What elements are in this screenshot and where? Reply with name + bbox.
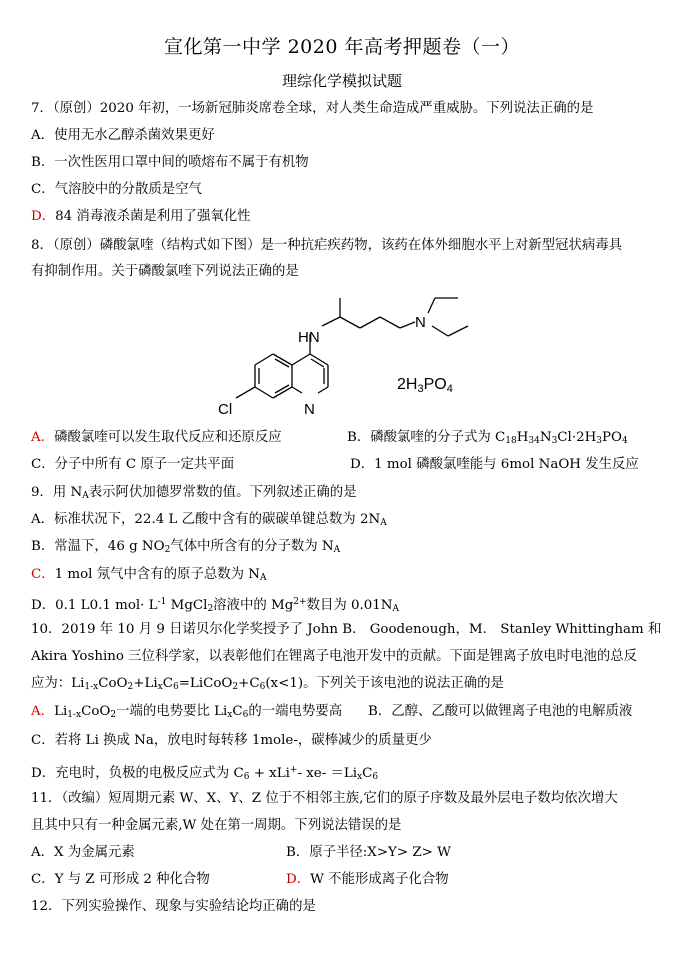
q11-stem-2: 且其中只有一种金属元素,W 处在第一周期。下列说法错误的是 bbox=[31, 818, 402, 833]
q10-option-b: B．乙醇、乙酸可以做锂离子电池的电解质液 bbox=[368, 704, 633, 719]
q8-option-d: D．1 mol 磷酸氯喹能与 6mol NaOH 发生反应 bbox=[350, 457, 639, 472]
q8-stem-1: 8．（原创）磷酸氯喹（结构式如下图）是一种抗疟疾药物，该药在体外细胞水平上对新型冠状病毒具 bbox=[31, 238, 623, 253]
q10-option-a: A．$Li_{1-x}CoO_2$一端的电势要比 $Li_xC_6$的一端电势要高 bbox=[31, 704, 343, 720]
page-subtitle: 理综化学模拟试题 bbox=[281, 72, 402, 90]
q9-option-c: C．1 mol 氖气中含有的原子总数为 $N_A$ bbox=[31, 567, 267, 583]
q7-d-label: D． bbox=[31, 209, 56, 224]
q10-stem-2: Akira Yoshino 三位科学家，以表彰他们在锂离子电池开发中的贡献。下面是锂离子放电时电池的总反 bbox=[31, 649, 638, 664]
q10-a-label: A． bbox=[31, 704, 55, 719]
q8-option-a: A．磷酸氯喹可以发生取代反应和还原反应 bbox=[31, 430, 282, 445]
phosphoric-acid-label: $2H_3PO_4$ bbox=[397, 376, 453, 395]
q7-option-a: A．使用无水乙醇杀菌效果更好 bbox=[31, 128, 215, 143]
chloroquine-structure bbox=[210, 290, 480, 424]
q10-option-d: D．充电时，负极的电极反应式为 $C_6 + xLi^+-$ $xe- =Li_xC_6$ bbox=[31, 765, 379, 782]
mol-label-cl: Cl bbox=[218, 401, 233, 418]
q8-stem-2: 有抑制作用。关于磷酸氯喹下列说法正确的是 bbox=[31, 264, 299, 279]
q10-stem-3: 应为：$Li_{1-x}CoO_2+Li_xC_6=LiCoO_2+C_6(x<1)$。下列关于该电池的说法正确的是 bbox=[31, 676, 504, 692]
mol-label-ring-n: N bbox=[304, 401, 315, 418]
q9-option-a: A．标准状况下，22.4 L 乙酸中含有的碳碳单键总数为 $2N_A$ bbox=[31, 512, 387, 528]
q11-option-b: B．原子半径:X>Y> Z> W bbox=[286, 845, 451, 860]
q7-option-c: C．气溶胶中的分散质是空气 bbox=[31, 182, 202, 197]
q7-option-d bbox=[31, 208, 251, 226]
q8-option-b: B．磷酸氯喹的分子式为 $C_{18}H_{34}N_3Cl\cdot 2H_3PO_4$ bbox=[347, 430, 628, 446]
q7-stem: 7．（原创）2020 年初，一场新冠肺炎席卷全球，对人类生命造成严重威胁。下列说法正确的是 bbox=[31, 101, 594, 116]
q10-stem-1: 10．2019 年 10 月 9 日诺贝尔化学奖授予了 John B． Goodenough，M． Stanley Whittingham 和 bbox=[31, 622, 662, 637]
q8-option-c: C．分子中所有 C 原子一定共平面 bbox=[31, 457, 235, 472]
q10-option-c: C．若将 Li 换成 Na，放电时每转移 1mole-，碳棒减少的质量更少 bbox=[31, 733, 432, 748]
mol-label-hn: HN bbox=[298, 329, 320, 346]
q9-option-d: D．0.1 L0.1 $mol\cdot L^{-1}$ MgCl$_2$溶液中的 $Mg^{2+}$数目为 $0.01N_A$ bbox=[31, 597, 400, 614]
q11-stem-1: 11．（改编）短周期元素 W、X、Y、Z 位于不相邻主族,它们的原子序数及最外层电子数均依次增大 bbox=[31, 791, 618, 806]
q9-option-b: B．常温下，46 g $NO_2$气体中所含有的分子数为 $N_A$ bbox=[31, 539, 341, 555]
q11-option-d: D．W 不能形成离子化合物 bbox=[286, 872, 449, 887]
q7-d-text: 84 消毒液杀菌是利用了强氧化性 bbox=[55, 209, 251, 224]
q7-option-b: B．一次性医用口罩中间的喷熔布不属于有机物 bbox=[31, 155, 309, 170]
page-title: 宣化第一中学 2020 年高考押题卷（一） bbox=[164, 36, 520, 58]
q11-option-c: C．Y 与 Z 可形成 2 种化合物 bbox=[31, 872, 210, 887]
q11-option-a: A．X 为金属元素 bbox=[31, 845, 135, 860]
q9-c-label: C． bbox=[31, 567, 55, 582]
mol-label-amine-n: N bbox=[415, 314, 426, 331]
q12-stem: 12．下列实验操作、现象与实验结论均正确的是 bbox=[31, 899, 316, 914]
q11-d-label: D． bbox=[286, 872, 311, 887]
q9-stem: 9．用 $N_A$表示阿伏加德罗常数的值。下列叙述正确的是 bbox=[31, 485, 357, 501]
q8-a-label: A． bbox=[31, 430, 55, 445]
